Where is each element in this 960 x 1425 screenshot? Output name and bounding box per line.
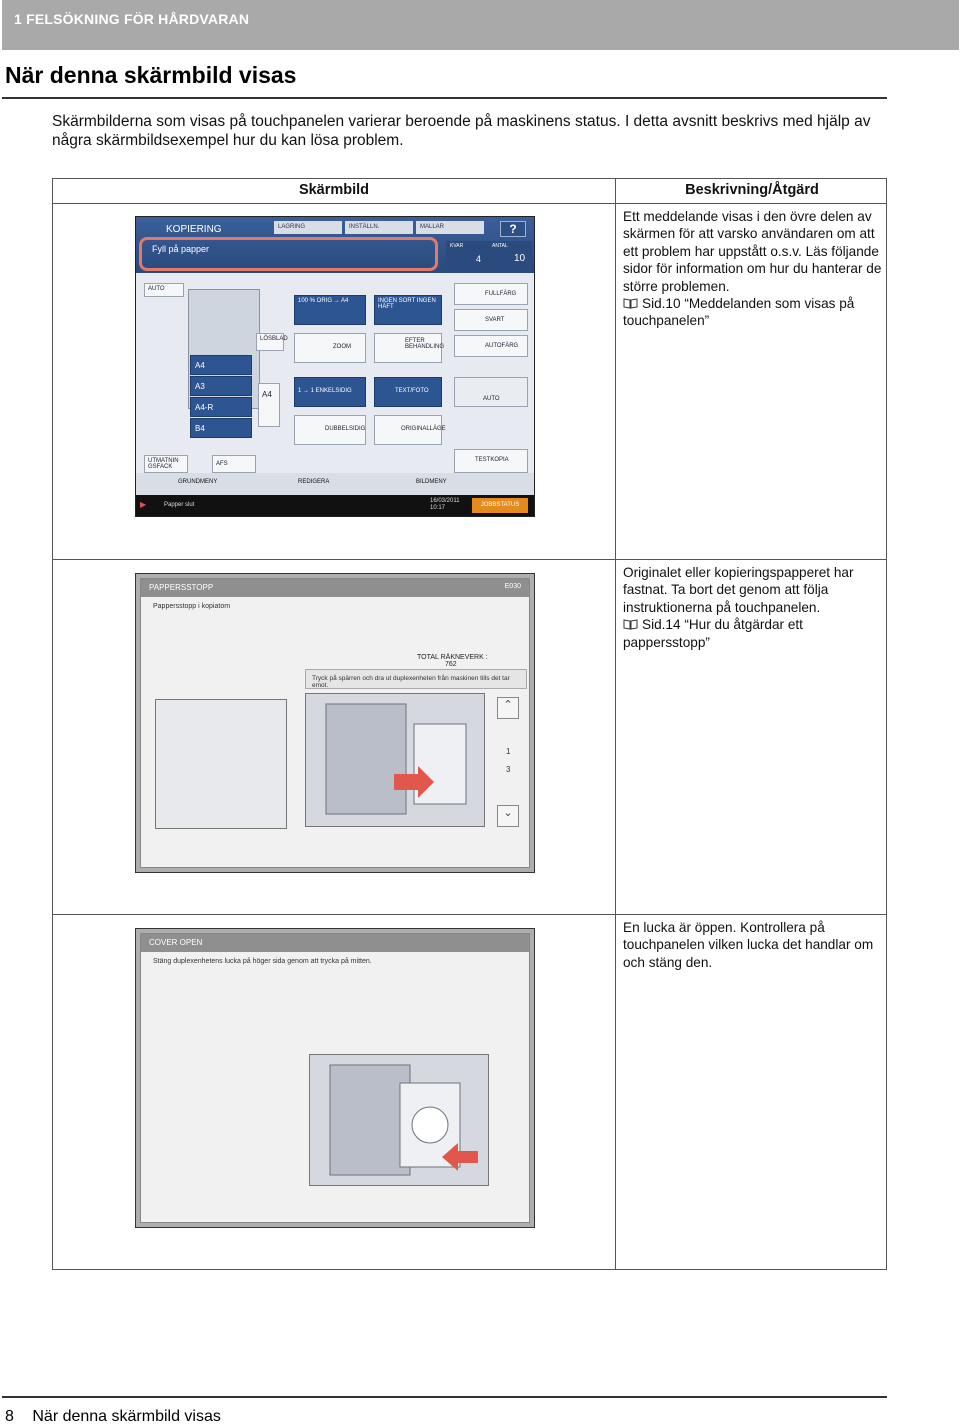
- intro-paragraph: Skärmbilderna som visas på touchpanelen varierar beroende på maskinens status. I detta avsnitt beskrivs med hjälp av några skärmbildsexempel hur du kan lösa problem.: [52, 113, 871, 149]
- page-down-button[interactable]: ⌄: [497, 805, 519, 827]
- header-divider: [53, 203, 886, 204]
- bottom-menu-bar: [136, 473, 534, 495]
- cover-open-title: COVER OPEN: [141, 934, 529, 952]
- paper-tray-a4r[interactable]: A4-R: [190, 397, 252, 417]
- page-total: 3: [506, 765, 511, 774]
- mode-label: KOPIERING: [166, 224, 222, 235]
- svart-button[interactable]: SVART: [454, 309, 528, 331]
- row3-description: [623, 919, 883, 971]
- copier-jam-location-illustration: [155, 699, 287, 829]
- antal-value: 10: [514, 253, 526, 264]
- footer-divider: [2, 1396, 887, 1398]
- tab-lagring[interactable]: LAGRING: [274, 221, 342, 234]
- tab-installn[interactable]: INSTÄLLN.: [345, 221, 413, 234]
- row-divider: [53, 559, 886, 560]
- column-divider: [615, 179, 616, 1269]
- page-current: 1: [506, 747, 511, 756]
- auto-density-label: AUTO: [483, 396, 500, 402]
- kvar-label: KVAR: [450, 243, 464, 249]
- enkelsidig-button[interactable]: 1 → 1 ENKELSIDIG: [294, 377, 366, 407]
- fullfarg-button[interactable]: FULLFÄRG: [454, 283, 528, 305]
- afs-button[interactable]: AFS: [212, 455, 256, 473]
- tab-mallar[interactable]: MALLAR: [416, 221, 484, 234]
- status-bar-message: Papper slut: [164, 502, 195, 508]
- dubbelsidig-button[interactable]: DUBBELSIDIG: [294, 415, 366, 445]
- bypass-tray[interactable]: A4: [258, 383, 280, 427]
- column-header-description: Beskrivning/Åtgärd: [685, 182, 819, 198]
- total-counter-value: 762: [445, 661, 457, 668]
- status-bar: [136, 495, 534, 517]
- textfoto-button[interactable]: TEXT/FOTO: [374, 377, 442, 407]
- efterbehandling-button[interactable]: EFTER BEHANDLING: [374, 333, 442, 363]
- row2-reference-link[interactable]: Sid.14 “Hur du åtgärdar ett pappersstopp”: [623, 617, 803, 650]
- auto-button[interactable]: AUTO: [144, 283, 184, 297]
- tab-grundmeny[interactable]: GRUNDMENY: [178, 479, 218, 485]
- losblad-button[interactable]: LÖSBLAD: [256, 333, 284, 351]
- originallage-button[interactable]: ORIGINALLÄGE: [374, 415, 442, 445]
- duplex-cover-illustration: [309, 1054, 489, 1186]
- page-footer: [5, 1408, 221, 1425]
- autofarg-button[interactable]: AUTOFÄRG: [454, 335, 528, 357]
- screen-description-table: [52, 178, 887, 1270]
- row1-description: [623, 208, 883, 330]
- page-number: 8: [5, 1408, 14, 1425]
- paper-jam-screenshot: [135, 573, 535, 873]
- book-reference-icon: [623, 298, 638, 309]
- copy-panel-screenshot: [135, 216, 535, 517]
- message-highlight: [139, 237, 438, 271]
- panel-top-bar: [136, 217, 534, 273]
- column-header-screen: Skärmbild: [298, 182, 370, 198]
- help-button[interactable]: ?: [500, 221, 526, 237]
- row3-text: En lucka är öppen. Kontrollera på touchpanelen vilken lucka det handlar om och stäng den.: [623, 920, 874, 970]
- cover-open-subtitle: Stäng duplexenhetens lucka på höger sida genom att trycka på mitten.: [153, 958, 372, 965]
- date-time: 16/03/2011 10:17: [430, 498, 460, 511]
- zoom-ratio-display[interactable]: 100 % ORIG → A4: [294, 295, 366, 325]
- tab-bildmeny[interactable]: BILDMENY: [416, 479, 447, 485]
- kvar-value: 4: [476, 254, 482, 264]
- chapter-title: 1 FELSÖKNING FÖR HÅRDVARAN: [14, 11, 250, 27]
- jam-subtitle: Pappersstopp i kopiatom: [153, 603, 231, 610]
- row2-text: Originalet eller kopieringspapperet har fastnat. Ta bort det genom att följa instruktionerna på touchpanelen.: [623, 565, 854, 615]
- jobstatus-button[interactable]: JOBBSTATUS: [472, 498, 528, 513]
- error-code: E030: [504, 583, 521, 590]
- testkopia-button[interactable]: TESTKOPIA: [454, 449, 528, 473]
- row1-reference-link[interactable]: Sid.10 “Meddelanden som visas på touchpanelen”: [623, 296, 855, 329]
- cover-open-screenshot: [135, 928, 535, 1228]
- book-reference-icon: [623, 619, 638, 630]
- warning-icon: ▶: [140, 500, 147, 509]
- duplex-unit-illustration: [305, 693, 485, 827]
- page-up-button[interactable]: ⌃: [497, 697, 519, 719]
- zoom-button[interactable]: ZOOM: [294, 333, 366, 363]
- paper-tray-a3[interactable]: A3: [190, 376, 252, 396]
- push-arrow-icon: [310, 1055, 490, 1187]
- utmatningsfack-button[interactable]: UTMATNIN GSFACK: [144, 455, 188, 473]
- tab-redigera[interactable]: REDIGERA: [298, 479, 330, 485]
- chapter-header-bar: [2, 0, 959, 50]
- pull-arrow-icon: [306, 694, 486, 828]
- density-slider[interactable]: [454, 377, 528, 407]
- row-divider: [53, 914, 886, 915]
- sort-display[interactable]: INGEN SORT INGEN HÄFT: [374, 295, 442, 325]
- paper-tray-b4[interactable]: B4: [190, 418, 252, 438]
- antal-label: ANTAL: [492, 243, 508, 249]
- row2-description: [623, 564, 883, 651]
- total-counter: [417, 654, 529, 668]
- jam-title: PAPPERSSTOPP: [141, 579, 529, 597]
- status-message: Fyll på papper: [152, 244, 210, 254]
- section-title: När denna skärmbild visas: [5, 62, 297, 88]
- title-divider: [2, 97, 887, 99]
- footer-title: När denna skärmbild visas: [32, 1408, 221, 1425]
- row1-text: Ett meddelande visas i den övre delen av skärmen för att varsko användaren om att ett problem har uppstått o.s.v. Läs följande sidor för information om hur du hanterar de större problemen.: [623, 209, 882, 294]
- copy-counter: [446, 241, 532, 269]
- jam-instruction: Tryck på spärren och dra ut duplexenheten från maskinen tills det tar emot.: [305, 669, 527, 689]
- paper-tray-a4[interactable]: A4: [190, 355, 252, 375]
- total-counter-label: TOTAL RÄKNEVERK :: [417, 654, 488, 661]
